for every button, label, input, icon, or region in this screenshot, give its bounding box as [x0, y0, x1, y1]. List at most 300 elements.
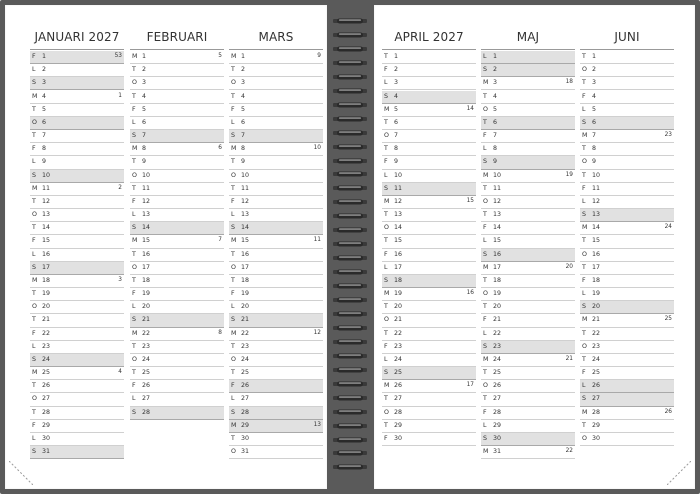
day-number: 15 [592, 237, 601, 245]
weekday-letter: F [582, 92, 586, 100]
day-number: 16 [592, 250, 601, 258]
weekday-letter: F [483, 408, 487, 416]
day-row [382, 91, 476, 104]
weekday-letter: S [231, 316, 235, 324]
day-row [481, 314, 575, 327]
week-number: 24 [664, 224, 672, 231]
day-number: 13 [142, 211, 151, 219]
day-row [229, 301, 323, 314]
day-number: 17 [42, 263, 51, 271]
day-row [229, 235, 323, 248]
day-row [130, 301, 224, 314]
day-number: 20 [142, 303, 151, 311]
day-number: 12 [394, 197, 403, 205]
day-number: 19 [493, 290, 502, 298]
day-row [30, 130, 124, 143]
weekday-letter: T [384, 329, 388, 337]
day-row [481, 104, 575, 117]
day-row [580, 249, 674, 262]
day-row [30, 156, 124, 169]
day-row [30, 301, 124, 314]
day-row [130, 156, 224, 169]
day-row [382, 407, 476, 420]
spiral-ring-icon [331, 442, 369, 450]
weekday-letter: L [231, 395, 235, 403]
weekday-letter: M [132, 145, 138, 153]
weekday-letter: O [132, 263, 137, 271]
day-number: 13 [493, 211, 502, 219]
day-row [130, 354, 224, 367]
day-number: 8 [241, 145, 246, 153]
weekday-letter: O [231, 79, 236, 87]
week-number: 9 [317, 53, 321, 59]
spiral-ring-icon [331, 94, 369, 102]
day-number: 30 [42, 434, 51, 442]
day-number: 11 [142, 184, 151, 192]
day-row [130, 64, 224, 77]
day-number: 11 [394, 184, 403, 192]
day-number: 19 [42, 290, 51, 298]
day-number: 8 [142, 145, 147, 153]
day-row [580, 288, 674, 301]
weekday-letter: L [384, 355, 388, 363]
weekday-letter: F [483, 224, 487, 232]
weekday-letter: M [231, 421, 237, 429]
day-number: 10 [142, 171, 151, 179]
day-number: 8 [592, 145, 597, 153]
weekday-letter: T [582, 421, 586, 429]
weekday-letter: S [132, 316, 136, 324]
day-row [580, 51, 674, 64]
day-number: 28 [142, 408, 151, 416]
weekday-letter: T [231, 158, 235, 166]
day-number: 21 [592, 316, 601, 324]
weekday-letter: T [132, 369, 136, 377]
day-number: 14 [592, 224, 601, 232]
day-row [229, 446, 323, 459]
weekday-letter: F [483, 132, 487, 140]
weekday-letter: T [582, 79, 586, 87]
day-row [580, 380, 674, 393]
day-number: 21 [394, 316, 403, 324]
day-row [481, 170, 575, 183]
day-row [580, 196, 674, 209]
weekday-letter: F [32, 145, 36, 153]
weekday-letter: S [582, 303, 586, 311]
day-number: 6 [142, 118, 147, 126]
weekday-letter: F [384, 250, 388, 258]
day-row [229, 64, 323, 77]
day-number: 21 [493, 316, 502, 324]
week-number: 3 [118, 276, 122, 283]
day-number: 10 [394, 171, 403, 179]
weekday-letter: O [582, 158, 587, 166]
weekday-letter: M [384, 197, 390, 205]
spiral-ring-icon [331, 191, 369, 199]
weekday-letter: S [32, 355, 36, 363]
day-number: 15 [493, 237, 502, 245]
week-number: 10 [313, 145, 321, 152]
day-row [229, 433, 323, 446]
day-row [130, 170, 224, 183]
weekday-letter: O [582, 342, 587, 350]
day-row [130, 314, 224, 327]
day-number: 3 [592, 79, 597, 87]
day-row [229, 156, 323, 169]
weekday-letter: F [231, 197, 235, 205]
weekday-letter: L [384, 263, 388, 271]
weekday-letter: L [582, 382, 586, 390]
spiral-ring-icon [331, 163, 369, 171]
weekday-letter: M [32, 92, 38, 100]
day-row [382, 249, 476, 262]
weekday-letter: T [132, 184, 136, 192]
day-row [30, 249, 124, 262]
spiral-ring-icon [331, 415, 369, 423]
day-row [481, 130, 575, 143]
month-column-feb [130, 28, 224, 416]
spiral-ring-icon [331, 219, 369, 227]
weekday-letter: M [32, 276, 38, 284]
day-number: 2 [241, 66, 246, 74]
day-row [580, 328, 674, 341]
day-number: 9 [493, 158, 498, 166]
day-number: 23 [493, 342, 502, 350]
weekday-letter: O [582, 66, 587, 74]
day-number: 6 [493, 118, 498, 126]
week-number: 22 [565, 448, 573, 455]
weekday-letter: M [32, 184, 38, 192]
day-number: 25 [493, 369, 502, 377]
day-number: 4 [394, 92, 399, 100]
day-row [382, 235, 476, 248]
day-row [229, 209, 323, 222]
day-row [30, 91, 124, 104]
day-row [382, 420, 476, 433]
week-number: 12 [313, 329, 321, 336]
week-number: 8 [218, 329, 222, 336]
day-row [30, 367, 124, 380]
weekday-letter: O [483, 382, 488, 390]
weekday-letter: T [582, 329, 586, 337]
day-row [229, 249, 323, 262]
weekday-letter: F [32, 237, 36, 245]
weekday-letter: L [32, 158, 36, 166]
day-row [382, 367, 476, 380]
day-row [580, 354, 674, 367]
weekday-letter: M [483, 79, 489, 87]
day-row [130, 393, 224, 406]
weekday-letter: L [582, 105, 586, 113]
day-row [481, 196, 575, 209]
month-title: MARS [229, 28, 323, 50]
day-number: 16 [394, 250, 403, 258]
day-number: 1 [241, 53, 246, 60]
spiral-ring-icon [331, 52, 369, 60]
day-number: 16 [241, 250, 250, 258]
day-row [130, 104, 224, 117]
spiral-ring-icon [331, 66, 369, 74]
day-number: 1 [493, 53, 498, 60]
day-row [130, 183, 224, 196]
day-row [382, 354, 476, 367]
week-number: 1 [118, 92, 122, 99]
day-number: 14 [394, 224, 403, 232]
day-number: 31 [241, 448, 250, 456]
day-row [580, 209, 674, 222]
day-row [382, 170, 476, 183]
weekday-letter: S [231, 408, 235, 416]
week-number: 11 [313, 237, 321, 244]
day-row [30, 117, 124, 130]
day-number: 28 [493, 408, 502, 416]
day-number: 25 [241, 369, 250, 377]
day-number: 29 [241, 421, 250, 429]
day-row [229, 77, 323, 90]
day-number: 3 [241, 79, 246, 87]
day-row [30, 288, 124, 301]
weekday-letter: F [582, 276, 586, 284]
day-row [229, 117, 323, 130]
day-row [481, 367, 575, 380]
day-number: 2 [142, 66, 147, 74]
weekday-letter: O [231, 171, 236, 179]
day-row [30, 314, 124, 327]
day-number: 12 [493, 197, 502, 205]
day-row [481, 222, 575, 235]
weekday-letter: T [32, 290, 36, 298]
weekday-letter: F [231, 290, 235, 298]
weekday-letter: O [582, 250, 587, 258]
day-number: 17 [493, 263, 502, 271]
weekday-letter: S [483, 434, 487, 442]
weekday-letter: L [132, 118, 136, 126]
day-row [130, 209, 224, 222]
weekday-letter: T [384, 211, 388, 219]
weekday-letter: S [483, 158, 487, 166]
day-row [481, 143, 575, 156]
day-number: 5 [42, 105, 47, 113]
day-number: 29 [42, 421, 51, 429]
month-column-apr [382, 28, 476, 442]
day-row [30, 407, 124, 420]
day-number: 7 [394, 132, 399, 140]
day-number: 5 [394, 105, 399, 113]
weekday-letter: F [582, 369, 586, 377]
weekday-letter: S [384, 276, 388, 284]
day-number: 19 [142, 290, 151, 298]
day-row [30, 64, 124, 77]
day-row [229, 341, 323, 354]
day-row [130, 143, 224, 156]
weekday-letter: T [384, 145, 388, 153]
day-row [229, 222, 323, 235]
day-number: 28 [42, 408, 51, 416]
weekday-letter: F [384, 342, 388, 350]
weekday-letter: M [483, 171, 489, 179]
day-row [580, 275, 674, 288]
day-row [130, 275, 224, 288]
day-row [30, 446, 124, 459]
day-row [580, 301, 674, 314]
day-number: 1 [592, 53, 597, 60]
day-number: 22 [493, 329, 502, 337]
day-row [481, 433, 575, 446]
day-number: 7 [241, 132, 246, 140]
weekday-letter: T [32, 224, 36, 232]
day-row [229, 262, 323, 275]
weekday-letter: L [32, 342, 36, 350]
weekday-letter: F [384, 66, 388, 74]
day-row [382, 196, 476, 209]
day-number: 19 [592, 290, 601, 298]
spiral-ring-icon [331, 38, 369, 46]
day-number: 23 [592, 342, 601, 350]
weekday-letter: F [132, 290, 136, 298]
weekday-letter: F [384, 434, 388, 442]
day-row [30, 420, 124, 433]
spiral-ring-icon [331, 24, 369, 32]
day-number: 12 [42, 197, 51, 205]
spiral-binding [331, 0, 369, 494]
day-row [130, 407, 224, 420]
day-number: 11 [241, 184, 250, 192]
day-number: 28 [394, 408, 403, 416]
weekday-letter: O [582, 434, 587, 442]
day-number: 4 [142, 92, 147, 100]
week-number: 2 [118, 184, 122, 191]
spiral-ring-icon [331, 401, 369, 409]
weekday-letter: T [231, 342, 235, 350]
day-number: 20 [394, 303, 403, 311]
weekday-letter: S [231, 224, 235, 232]
day-row [229, 380, 323, 393]
day-row [481, 117, 575, 130]
day-row [580, 367, 674, 380]
day-row [130, 262, 224, 275]
day-number: 25 [142, 369, 151, 377]
day-row [481, 420, 575, 433]
day-number: 24 [394, 355, 403, 363]
weekday-letter: M [132, 237, 138, 245]
weekday-letter: T [384, 303, 388, 311]
day-number: 8 [394, 145, 399, 153]
weekday-letter: T [582, 237, 586, 245]
day-row [481, 393, 575, 406]
day-number: 5 [142, 105, 147, 113]
day-row [481, 354, 575, 367]
day-number: 24 [241, 355, 250, 363]
weekday-letter: T [582, 53, 586, 60]
weekday-letter: L [483, 145, 487, 153]
day-number: 12 [592, 197, 601, 205]
weekday-letter: M [231, 53, 237, 60]
day-number: 2 [592, 66, 597, 74]
day-number: 14 [241, 224, 250, 232]
weekday-letter: T [483, 369, 487, 377]
day-number: 2 [493, 66, 498, 74]
weekday-letter: F [582, 184, 586, 192]
day-number: 21 [142, 316, 151, 324]
spiral-ring-icon [331, 303, 369, 311]
weekday-letter: O [384, 316, 389, 324]
day-number: 17 [592, 263, 601, 271]
day-row [229, 354, 323, 367]
day-number: 30 [241, 434, 250, 442]
weekday-letter: T [32, 316, 36, 324]
month-title: JANUARI 2027 [30, 28, 124, 50]
day-row [580, 104, 674, 117]
day-number: 9 [592, 158, 597, 166]
weekday-letter: M [582, 408, 588, 416]
weekday-letter: L [32, 250, 36, 258]
day-number: 9 [241, 158, 246, 166]
weekday-letter: T [582, 355, 586, 363]
day-row [130, 117, 224, 130]
day-number: 10 [42, 171, 51, 179]
month-column-jan [30, 28, 124, 456]
spiral-ring-icon [331, 261, 369, 269]
day-row [130, 196, 224, 209]
day-number: 24 [42, 355, 51, 363]
weekday-letter: S [384, 92, 388, 100]
day-row [481, 51, 575, 64]
day-number: 30 [394, 434, 403, 442]
day-number: 30 [592, 434, 601, 442]
day-row [229, 91, 323, 104]
day-number: 3 [394, 79, 399, 87]
day-number: 23 [241, 342, 250, 350]
day-number: 26 [42, 382, 51, 390]
day-row [580, 433, 674, 446]
day-row [229, 393, 323, 406]
weekday-letter: T [231, 66, 235, 74]
weekday-letter: L [582, 290, 586, 298]
weekday-letter: O [231, 355, 236, 363]
weekday-letter: L [483, 329, 487, 337]
spiral-ring-icon [331, 387, 369, 395]
weekday-letter: M [483, 355, 489, 363]
weekday-letter: T [384, 395, 388, 403]
weekday-letter: T [132, 92, 136, 100]
day-row [382, 288, 476, 301]
day-row [30, 433, 124, 446]
day-row [580, 222, 674, 235]
weekday-letter: T [384, 53, 388, 60]
day-row [229, 275, 323, 288]
day-row [30, 354, 124, 367]
day-number: 26 [241, 382, 250, 390]
weekday-letter: M [384, 105, 390, 113]
weekday-letter: M [582, 316, 588, 324]
day-row [481, 328, 575, 341]
day-row [382, 301, 476, 314]
weekday-letter: T [32, 105, 36, 113]
day-row [30, 77, 124, 90]
day-number: 10 [493, 171, 502, 179]
day-number: 28 [592, 408, 601, 416]
day-row [130, 288, 224, 301]
day-row [382, 143, 476, 156]
day-row [580, 235, 674, 248]
weekday-letter: S [32, 79, 36, 87]
day-row [481, 249, 575, 262]
day-row [382, 51, 476, 64]
day-row [130, 328, 224, 341]
day-number: 25 [42, 369, 51, 377]
day-number: 24 [592, 355, 601, 363]
day-row [229, 170, 323, 183]
